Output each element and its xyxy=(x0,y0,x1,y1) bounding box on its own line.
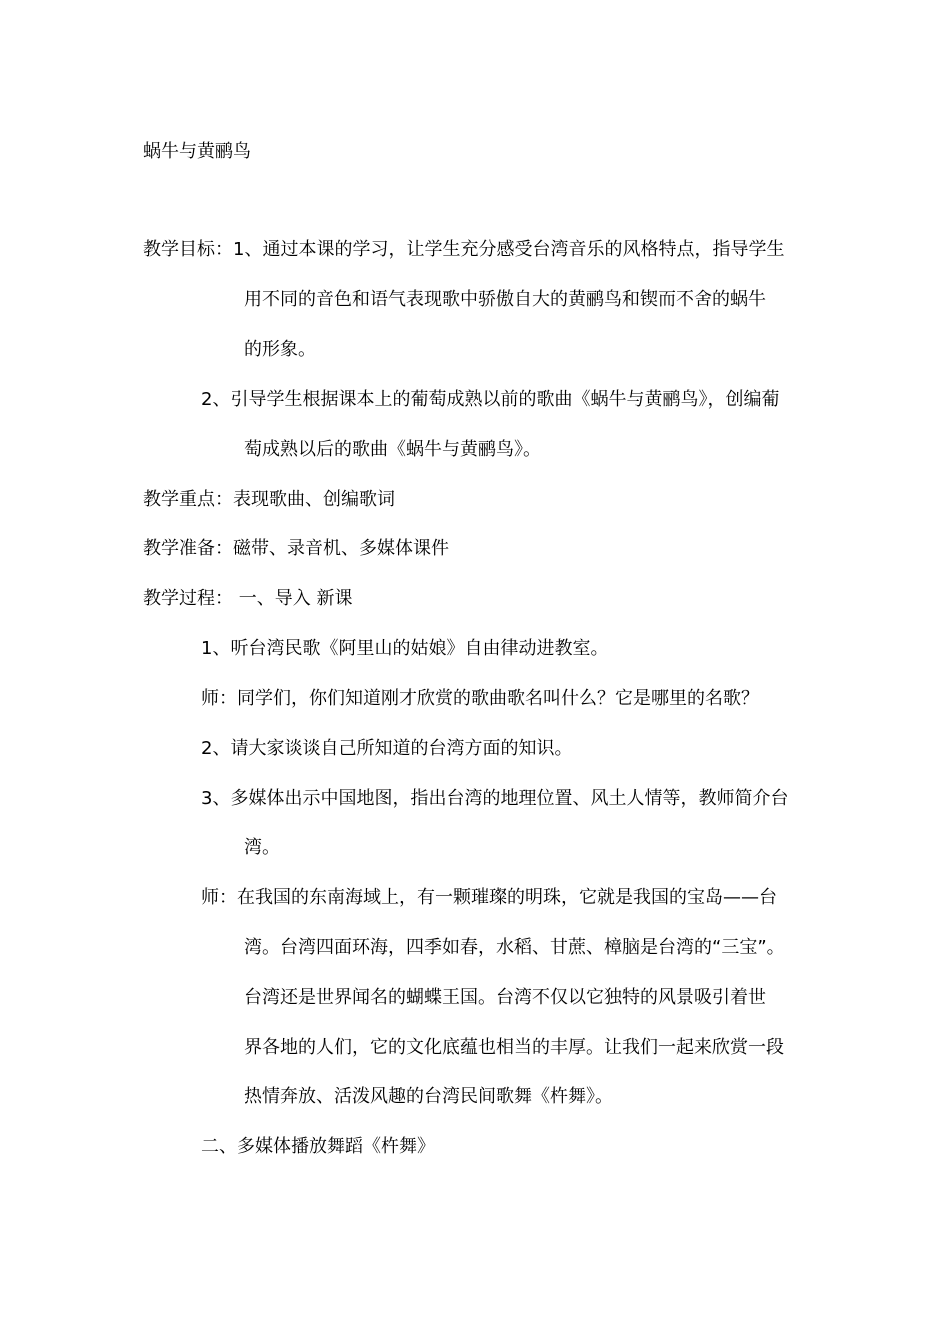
paragraph-line: 2、引导学生根据课本上的葡萄成熟以前的歌曲《蜗牛与黄鹂鸟》，创编葡 xyxy=(201,389,780,410)
paragraph-line: 湾。 xyxy=(244,837,280,858)
document-title: 蜗牛与黄鹂鸟 xyxy=(143,141,251,162)
paragraph-line: 用不同的音色和语气表现歌中骄傲自大的黄鹂鸟和锲而不舍的蜗牛 xyxy=(244,289,766,310)
paragraph-line: 师：同学们，你们知道刚才欣赏的歌曲歌名叫什么？它是哪里的名歌？ xyxy=(201,688,759,709)
paragraph-line: 二、多媒体播放舞蹈《杵舞》 xyxy=(201,1136,435,1157)
paragraph-line: 师：在我国的东南海域上，有一颗璀璨的明珠，它就是我国的宝岛——台 xyxy=(201,887,777,908)
paragraph-line: 台湾还是世界闻名的蝴蝶王国。台湾不仅以它独特的风景吸引着世 xyxy=(244,987,766,1008)
paragraph-line: 教学目标：1、通过本课的学习，让学生充分感受台湾音乐的风格特点，指导学生 xyxy=(143,239,785,260)
paragraph-line: 1、听台湾民歌《阿里山的姑娘》自由律动进教室。 xyxy=(201,638,609,659)
paragraph-line: 湾。台湾四面环海，四季如春，水稻、甘蔗、樟脑是台湾的“三宝”。 xyxy=(244,937,785,958)
paragraph-line: 的形象。 xyxy=(244,339,316,360)
paragraph-line: 教学重点：表现歌曲、创编歌词 xyxy=(143,489,395,510)
paragraph-line: 热情奔放、活泼风趣的台湾民间歌舞《杵舞》。 xyxy=(244,1086,613,1107)
paragraph-line: 萄成熟以后的歌曲《蜗牛与黄鹂鸟》。 xyxy=(244,439,541,460)
paragraph-line: 界各地的人们，它的文化底蕴也相当的丰厚。让我们一起来欣赏一段 xyxy=(244,1037,784,1058)
paragraph-line: 3、多媒体出示中国地图，指出台湾的地理位置、风土人情等，教师简介台 xyxy=(201,788,789,809)
paragraph-line: 2、请大家谈谈自己所知道的台湾方面的知识。 xyxy=(201,738,573,759)
paragraph-line: 教学过程： 一、导入 新课 xyxy=(143,588,353,609)
paragraph-line: 教学准备：磁带、录音机、多媒体课件 xyxy=(143,538,449,559)
